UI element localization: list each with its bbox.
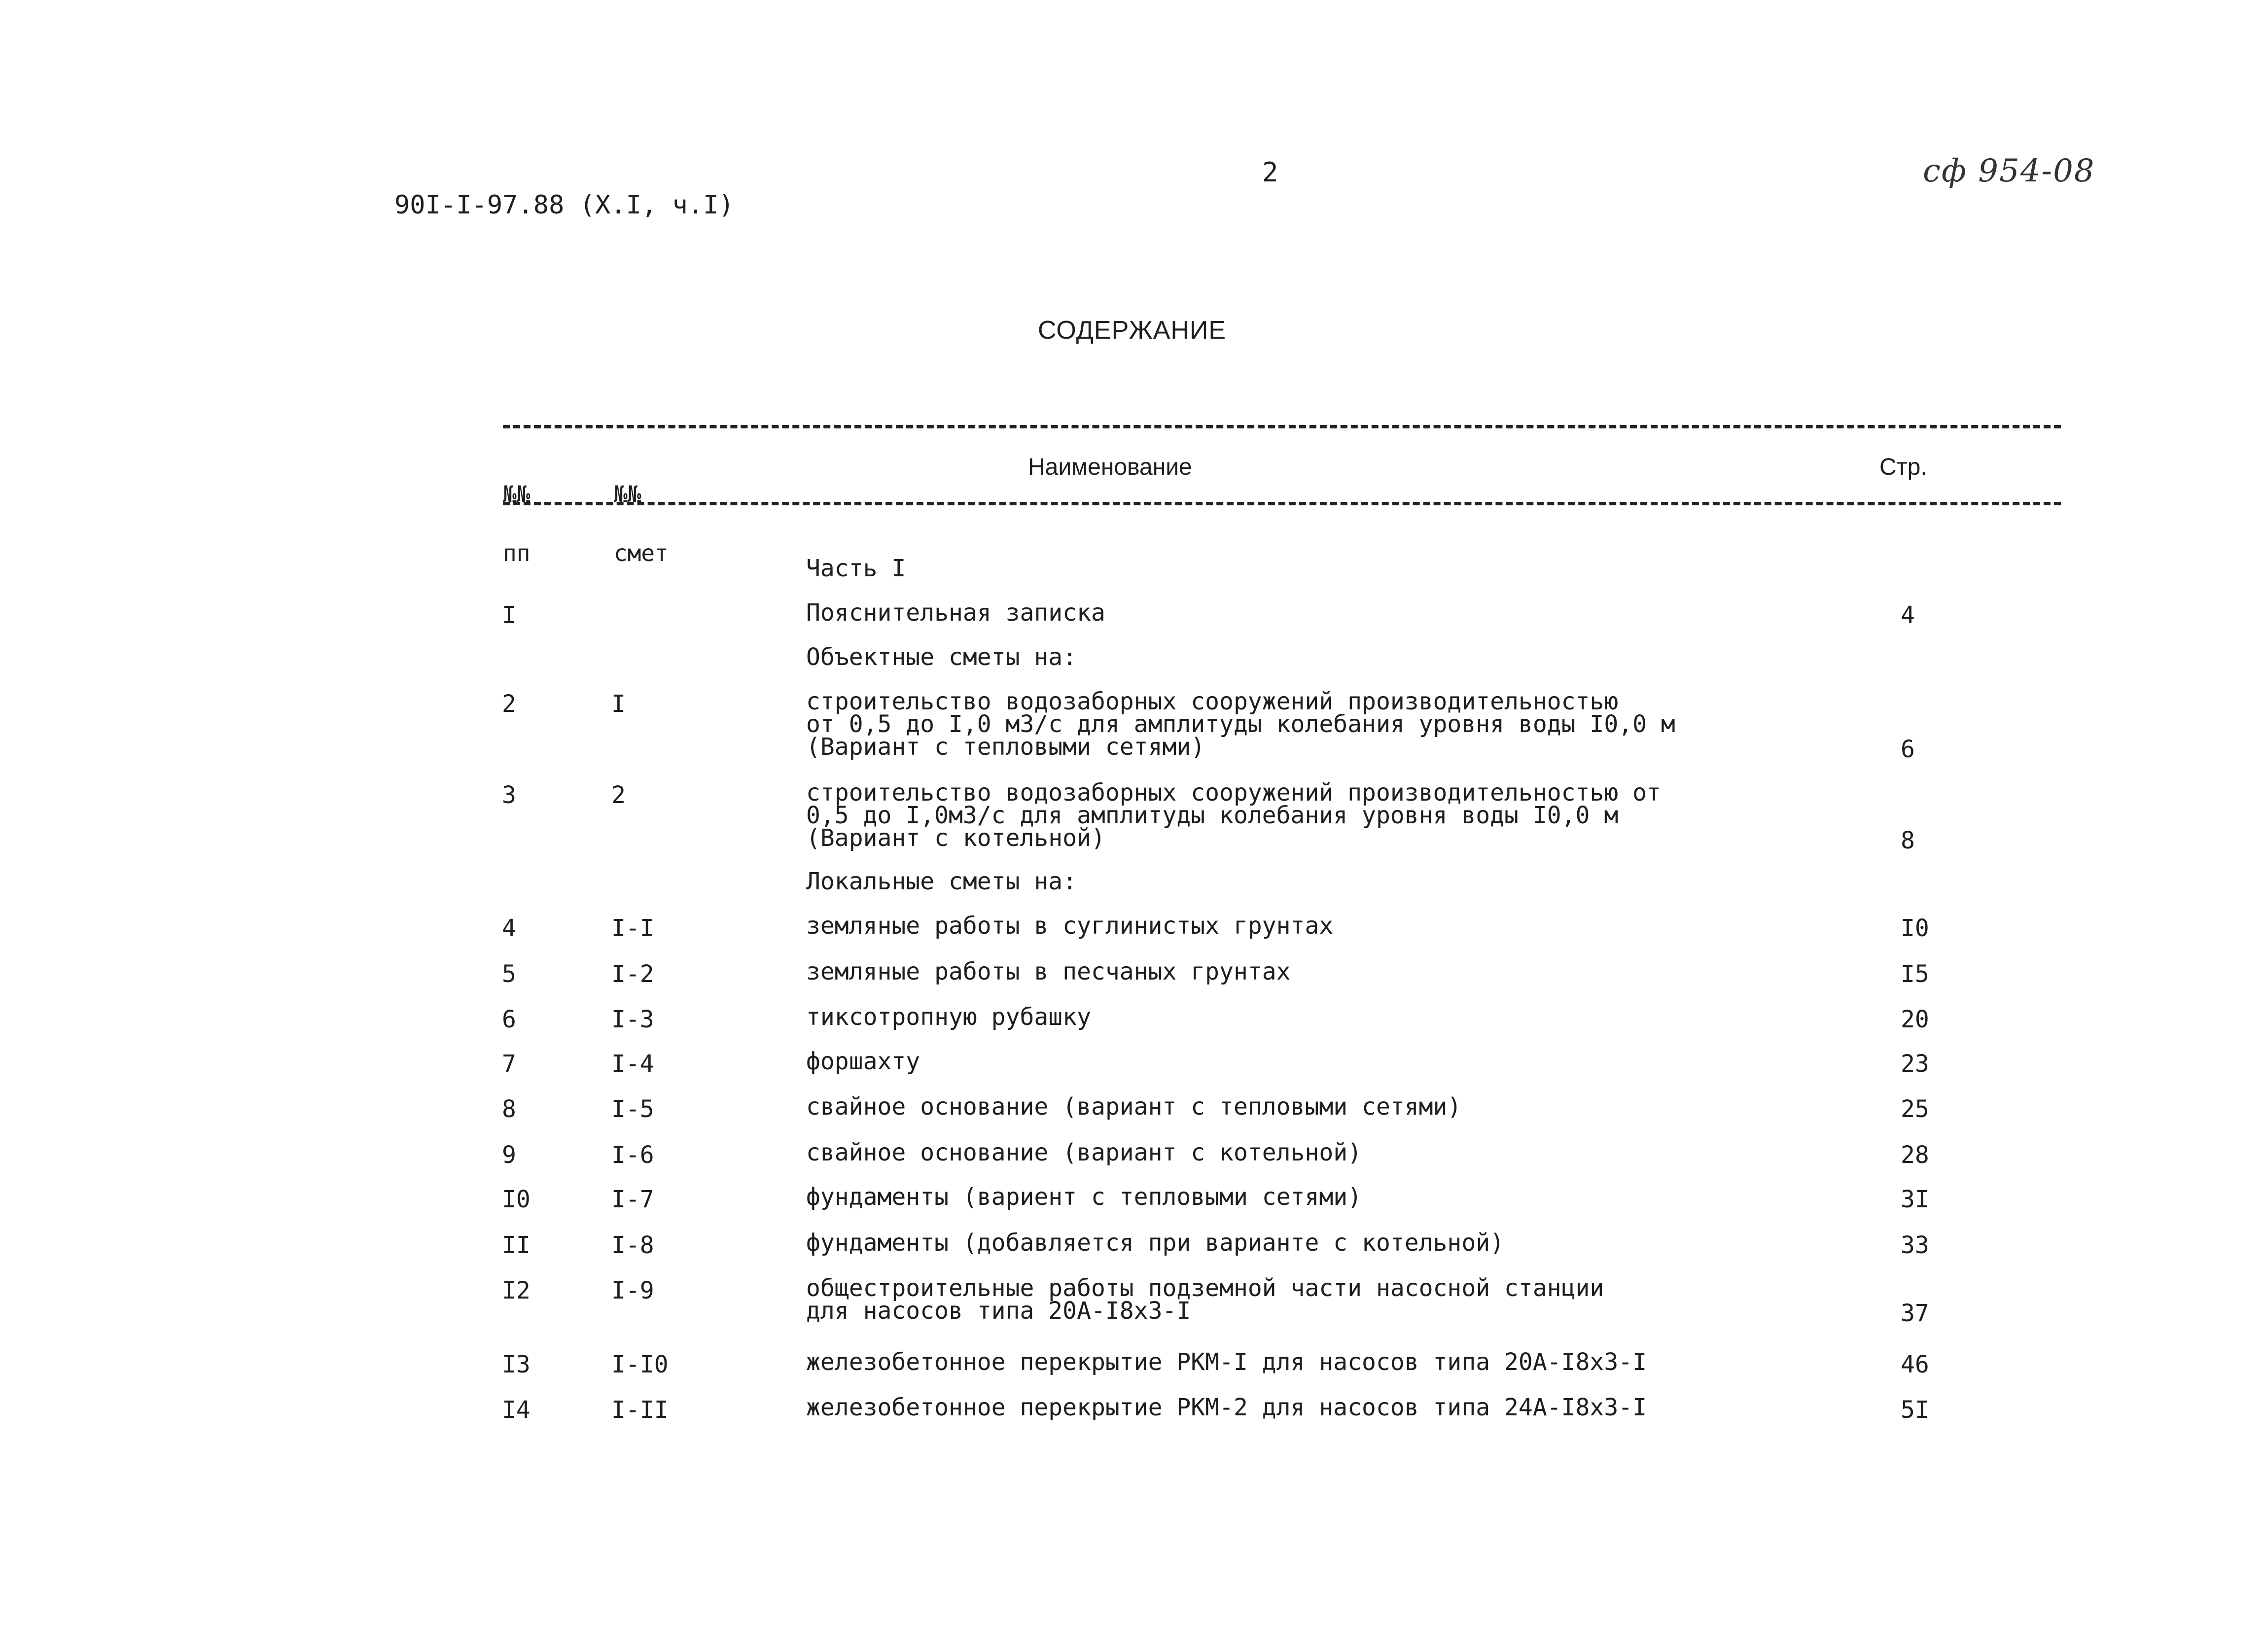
- row-number: 3: [502, 781, 516, 809]
- row-estimate-number: I-II: [611, 1396, 669, 1424]
- row-name-line: тиксотропную рубашку: [806, 1003, 1091, 1031]
- row-number: I3: [502, 1351, 531, 1378]
- row-name-line: строительство водозаборных сооружений производительностью от: [806, 779, 1661, 807]
- row-name-line: строительство водозаборных сооружений производительностью: [806, 688, 1619, 715]
- row-name-line: для насосов типа 20А-I8х3-I: [806, 1297, 1191, 1325]
- row-name-line: от 0,5 до I,0 м3/с для амплитуды колебания уровня воды I0,0 м: [806, 710, 1675, 738]
- header-number-line-2: пп: [503, 540, 531, 566]
- row-name: [806, 557, 906, 580]
- row-name: [806, 1348, 1647, 1376]
- row-name-line: Локальные сметы на:: [806, 868, 1077, 895]
- row-page: 6: [1901, 736, 1915, 763]
- row-name: [806, 1396, 1647, 1419]
- row-page: I0: [1901, 914, 1929, 942]
- row-name: [806, 1229, 1505, 1257]
- row-number: I4: [502, 1396, 531, 1424]
- header-page-column: Стр.: [1879, 454, 1927, 480]
- row-estimate-number: I-7: [611, 1186, 654, 1213]
- row-page: 23: [1901, 1050, 1929, 1078]
- row-estimate-number: I: [611, 690, 626, 718]
- row-estimate-number: I-9: [611, 1277, 654, 1304]
- header-estimate-line-2: смет: [614, 540, 669, 566]
- row-name: [806, 1141, 1362, 1164]
- row-name-line: свайное основание (вариант с котельной): [806, 1139, 1362, 1166]
- row-page: 25: [1901, 1095, 1929, 1123]
- row-name-line: Объектные сметы на:: [806, 643, 1077, 671]
- row-name-line: фундаменты (вариент с тепловыми сетями): [806, 1183, 1362, 1211]
- row-page: 28: [1901, 1141, 1929, 1169]
- page-number: 2: [1262, 157, 1278, 188]
- row-number: I0: [502, 1186, 531, 1213]
- row-name: [806, 1003, 1091, 1031]
- row-name: [806, 1050, 920, 1073]
- row-estimate-number: I-I: [611, 914, 654, 942]
- header-name-column: Наименование: [1028, 454, 1192, 480]
- row-name-line: (Вариант с котельной): [806, 824, 1105, 852]
- row-name-line: свайное основание (вариант с тепловыми сетями): [806, 1093, 1462, 1121]
- row-number: 8: [502, 1095, 516, 1123]
- row-name: [806, 870, 1077, 893]
- row-name: [806, 960, 1291, 983]
- row-name-line: железобетонное перекрытие РКМ-I для насосов типа 20А-I8х3-I: [806, 1348, 1647, 1376]
- row-number: 2: [502, 690, 516, 718]
- row-name-line: (Вариант с тепловыми сетями): [806, 733, 1205, 761]
- row-name-line: 0,5 до I,0м3/с для амплитуды колебания уровня воды I0,0 м: [806, 802, 1619, 829]
- row-number: 5: [502, 960, 516, 988]
- row-page: 5I: [1901, 1396, 1929, 1424]
- row-name-line: фундаменты (добавляется при варианте с котельной): [806, 1229, 1505, 1257]
- archive-stamp: сф 954-08: [1923, 153, 2095, 189]
- page-title: СОДЕРЖАНИЕ: [1037, 316, 1227, 345]
- row-estimate-number: I-3: [611, 1006, 654, 1033]
- row-estimate-number: I-4: [611, 1050, 654, 1078]
- row-number: 7: [502, 1050, 516, 1078]
- header-estimate-line-1: №№: [614, 481, 641, 507]
- row-name-line: земляные работы в песчаных грунтах: [806, 958, 1291, 985]
- row-number: II: [502, 1231, 531, 1259]
- row-page: 8: [1901, 827, 1915, 854]
- row-estimate-number: I-5: [611, 1095, 654, 1123]
- row-number: 9: [502, 1141, 516, 1169]
- row-estimate-number: 2: [611, 781, 626, 809]
- row-number: I2: [502, 1277, 531, 1304]
- row-page: 37: [1901, 1300, 1929, 1327]
- row-estimate-number: I-2: [611, 960, 654, 988]
- row-page: 3I: [1901, 1186, 1929, 1213]
- row-name: [806, 779, 1661, 852]
- row-name: [806, 599, 1105, 627]
- row-page: I5: [1901, 960, 1929, 988]
- row-name-line: Часть I: [806, 555, 906, 582]
- row-name: [806, 1274, 1604, 1325]
- row-name-line: общестроительные работы подземной части насосной станции: [806, 1274, 1604, 1302]
- row-number: 4: [502, 914, 516, 942]
- row-estimate-number: I-6: [611, 1141, 654, 1169]
- row-name-line: форшахту: [806, 1048, 920, 1075]
- document-code: 90I-I-97.88 (X.I, ч.I): [394, 190, 734, 220]
- row-name-line: земляные работы в суглинистых грунтах: [806, 912, 1334, 940]
- row-name: [806, 688, 1675, 761]
- row-page: 20: [1901, 1006, 1929, 1033]
- row-name-line: Пояснительная записка: [806, 599, 1105, 627]
- row-name: [806, 912, 1334, 940]
- row-page: 33: [1901, 1231, 1929, 1259]
- row-number: 6: [502, 1006, 516, 1033]
- row-name: [806, 643, 1077, 671]
- header-number-line-1: №№: [503, 481, 531, 507]
- row-name-line: железобетонное перекрытие РКМ-2 для насосов типа 24А-I8х3-I: [806, 1394, 1647, 1421]
- row-estimate-number: I-8: [611, 1231, 654, 1259]
- row-page: 46: [1901, 1351, 1929, 1378]
- row-page: 4: [1901, 601, 1915, 629]
- row-name: [806, 1183, 1362, 1211]
- row-number: I: [502, 601, 516, 629]
- row-estimate-number: I-I0: [611, 1351, 669, 1378]
- row-name: [806, 1093, 1462, 1121]
